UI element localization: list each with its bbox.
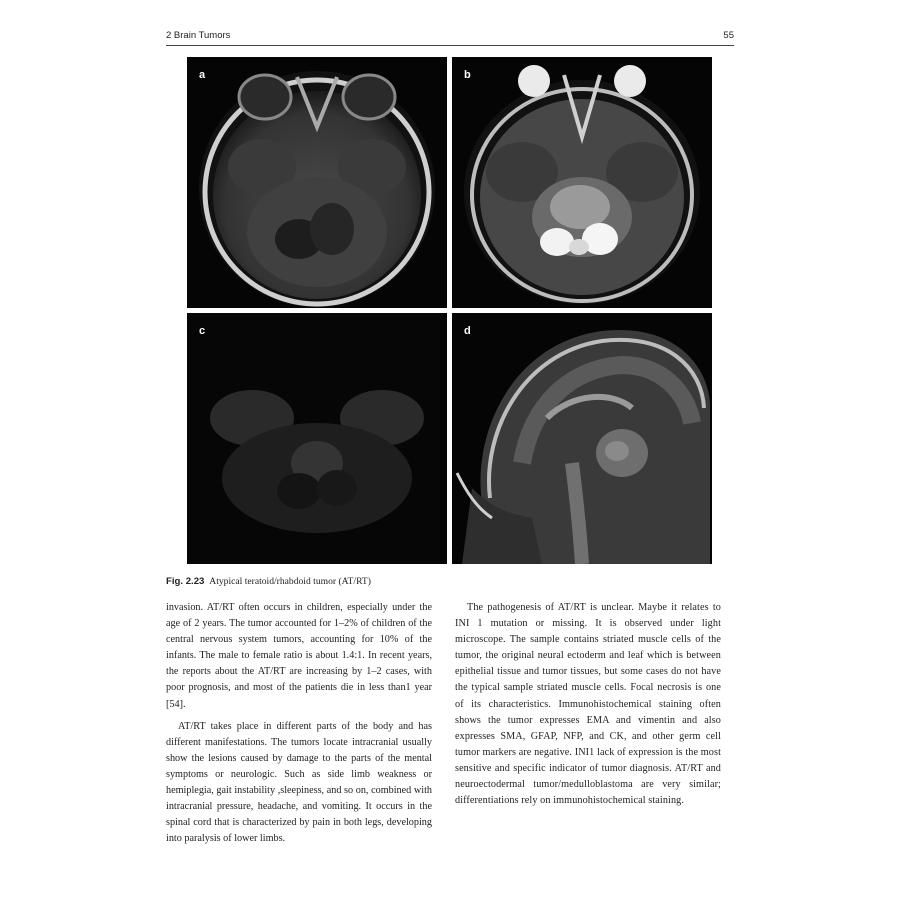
- mri-axial-dwi-image: [187, 313, 447, 564]
- figure-panel-d: [452, 313, 712, 564]
- paragraph: The pathogenesis of AT/RT is unclear. Maybe it relates to INI 1 mutation or missing. It is observed under light microscope. The sample contains striated muscle cells of the tumor, the original neural ectoderm and leaf which is between epithelial tissue and tumor tissues, but some cases do not have the typical sample striated muscle cells. Focal necrosis is one of its characteristics. Immunohistochemical staining often shows the tumor expresses EMA and vimentin and also expresses SMA, GFAP, NFP, and CK, and other germ cell tumor markers are negative. INI1 lack of expression is the most sensitive and specific indicator of tumor diagnosis. AT/RT and neuroectodermal tumor/medulloblastoma are very similar; differentiations rely on immunohistochemical staining.: [455, 602, 721, 807]
- right-text-column: [455, 600, 721, 815]
- chapter-title: 2 Brain Tumors: [166, 30, 231, 41]
- left-text-column: [166, 600, 432, 853]
- mri-axial-t1-image: [187, 57, 447, 308]
- mri-axial-t2-image: [452, 57, 712, 308]
- figure-panel-c: [187, 313, 447, 564]
- page-number: 55: [723, 30, 734, 41]
- figure-caption: [166, 576, 734, 587]
- figure-panel-b: [452, 57, 712, 308]
- paragraph: AT/RT takes place in different parts of the body and has different manifestations. The tumors locate intracranial usually show the lesions caused by damage to the parts of the mental symptoms or neurologic. Such as side limb weakness or hemiplegia, gait instability ,sleepiness, and so on, combined with intracranial pressure, headache, and vomiting. It occurs in the spinal cord that is characterized by pain in both legs, developing into paralysis of lower limbs.: [166, 720, 432, 845]
- panel-label-b: b: [464, 69, 471, 81]
- mri-sagittal-image: [452, 313, 712, 564]
- panel-label-c: c: [199, 325, 206, 337]
- header-divider: [166, 45, 734, 46]
- panel-label-d: d: [464, 325, 471, 337]
- panel-label-a: a: [199, 69, 206, 81]
- figure-number: Fig. 2.23: [166, 576, 205, 587]
- figure-panel-a: [187, 57, 447, 308]
- figure-caption-text: Atypical teratoid/rhabdoid tumor (AT/RT): [209, 576, 371, 587]
- running-header: [166, 28, 734, 46]
- paragraph: invasion. AT/RT often occurs in children, especially under the age of 2 years. The tumor accounted for 1–2% of children of the central nervous system tumors, accounting for 10% of the infants. The male to female ratio is about 1.4:1. In recent years, the reports about the AT/RT are increasing by 1–2 cases, with poor prognosis, and most of the patients die in less than1 year [54].: [166, 602, 432, 710]
